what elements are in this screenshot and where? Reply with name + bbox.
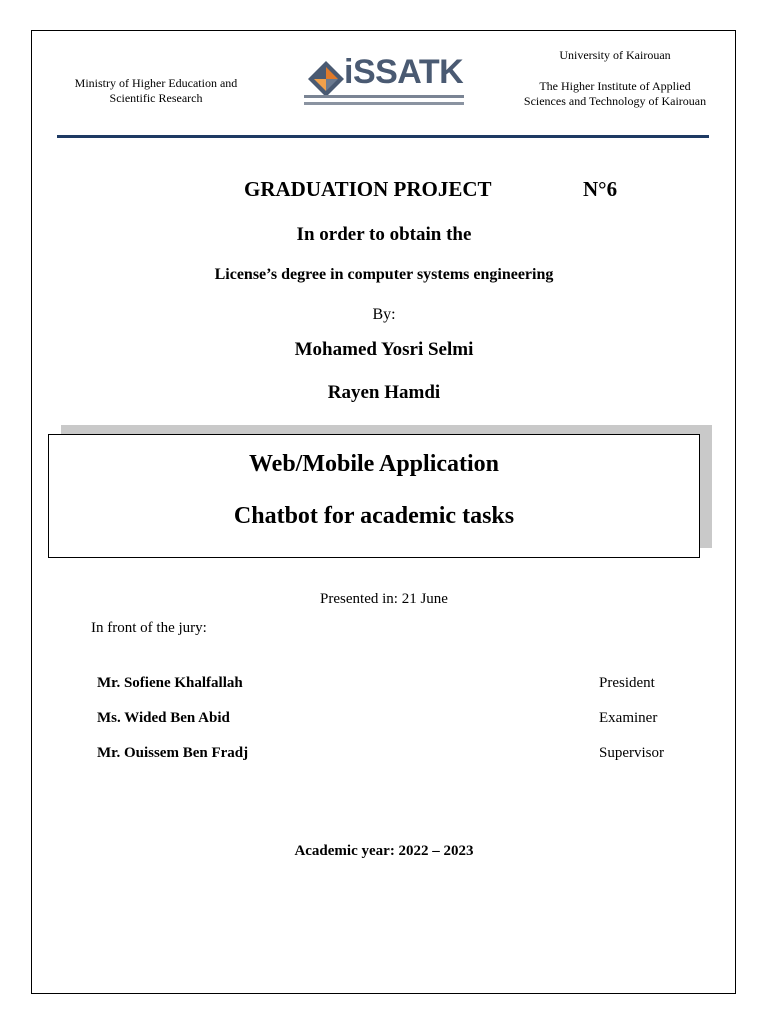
by-label: By: <box>372 306 396 323</box>
academic-year: Academic year: 2022 – 2023 <box>294 843 474 859</box>
logo-subtitle-line <box>304 95 464 98</box>
jury-member-name: Mr. Ouissem Ben Fradj <box>97 745 249 761</box>
presented-date: Presented in: 21 June <box>320 591 448 607</box>
project-number: N°6 <box>583 177 618 201</box>
jury-member-name: Mr. Sofiene Khalfallah <box>97 675 243 691</box>
jury-member-role: President <box>599 675 655 691</box>
graduation-project-title: GRADUATION PROJECT <box>244 177 492 201</box>
logo-wordmark: iSSATK <box>344 53 464 91</box>
jury-member-role: Supervisor <box>599 745 664 761</box>
institute-label: The Higher Institute of Applied Sciences and Technology of Kairouan <box>523 79 707 108</box>
ministry-label: Ministry of Higher Education and Scientific Research <box>74 76 238 105</box>
degree-line: License’s degree in computer systems engineering <box>214 266 554 283</box>
author-name: Mohamed Yosri Selmi <box>294 339 474 360</box>
project-title-line1: Web/Mobile Application <box>248 451 500 477</box>
logo-emblem-icon <box>304 59 348 99</box>
author-name: Rayen Hamdi <box>327 382 441 403</box>
header-divider <box>57 135 709 138</box>
purpose-line: In order to obtain the <box>296 224 472 245</box>
jury-member-name: Ms. Wided Ben Abid <box>97 710 230 726</box>
project-title-line2: Chatbot for academic tasks <box>233 503 515 529</box>
jury-member-role: Examiner <box>599 710 658 726</box>
university-block <box>522 48 708 109</box>
logo-subtitle-line-arabic <box>304 102 464 105</box>
university-label: University of Kairouan <box>559 48 671 62</box>
issatk-logo <box>300 53 466 113</box>
project-title-box <box>48 434 700 558</box>
jury-intro: In front of the jury: <box>91 620 207 636</box>
